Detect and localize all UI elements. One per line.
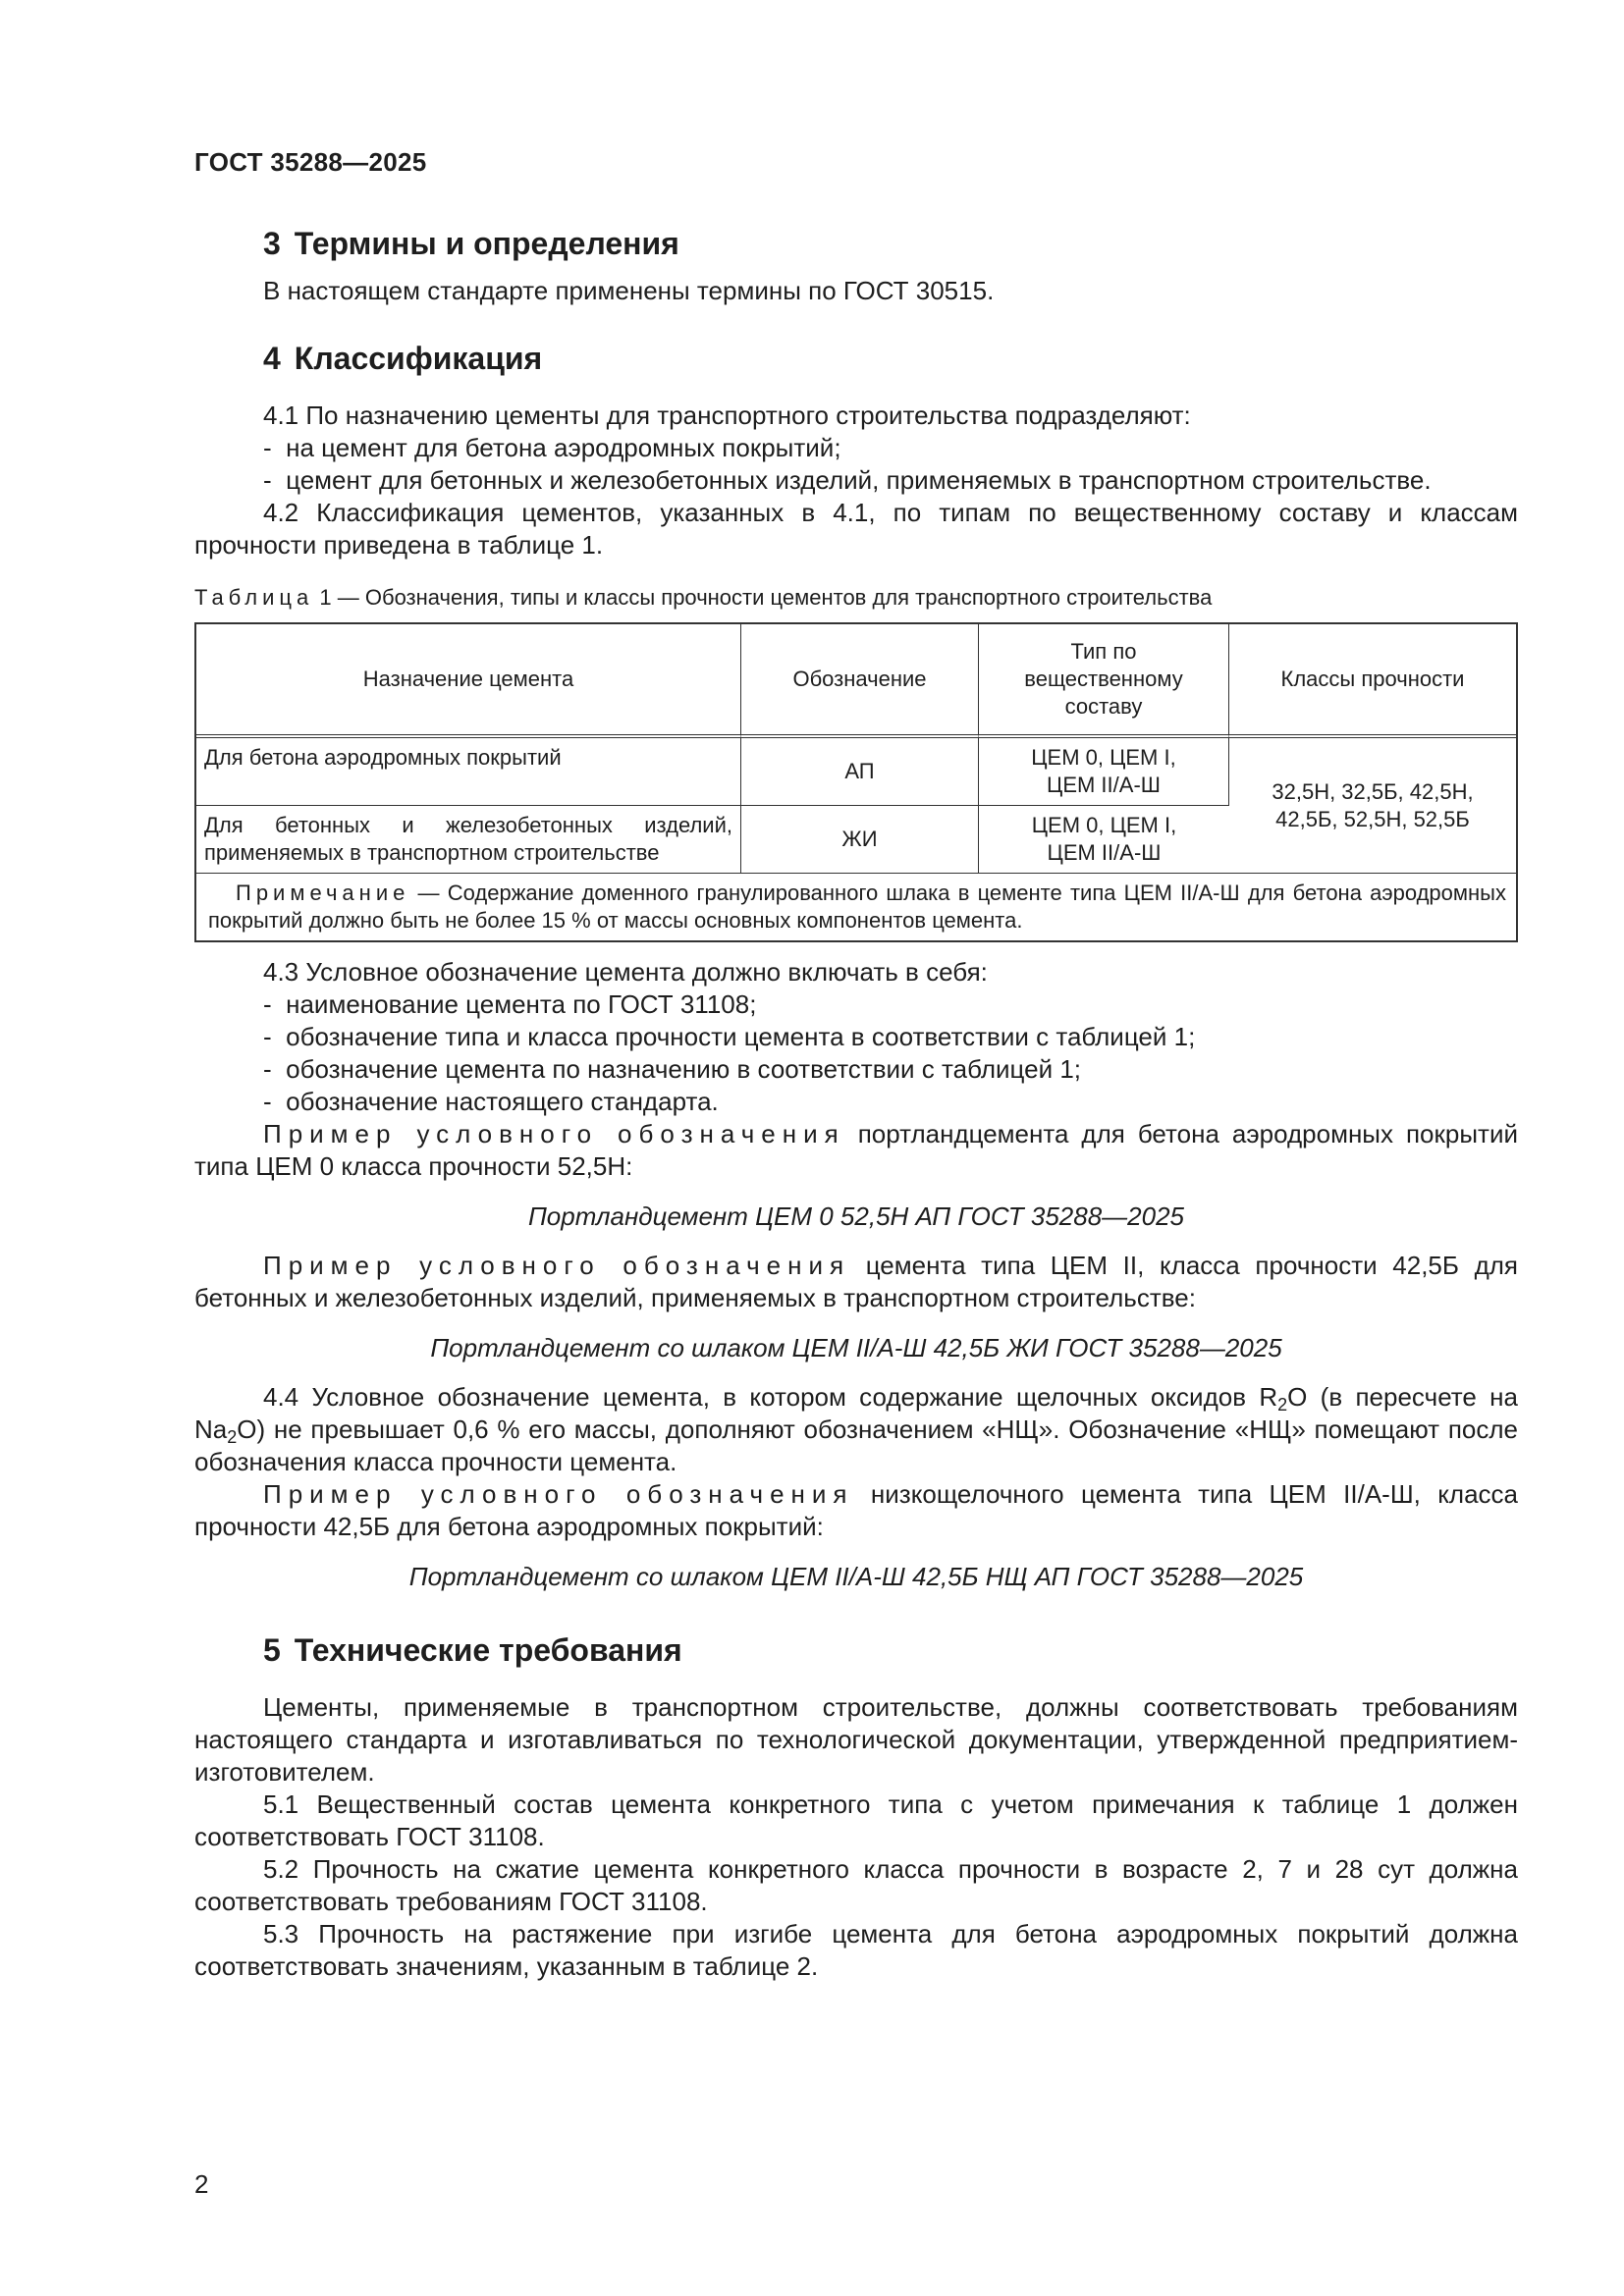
document-header: ГОСТ 35288—2025 — [194, 147, 427, 177]
section-title: Термины и определения — [294, 226, 679, 261]
table-1-caption — [194, 583, 1518, 613]
paragraph: В настоящем стандарте применены термины по ГОСТ 30515. — [263, 276, 995, 305]
paragraph-4-4: 4.4 Условное обозначение цемента, в котором содержание щелочных оксидов $R_2O$ (в пересчете на $Na_2O$) не превышает 0,6 % его массы, дополняют обозначением «НЩ». Обозначение «НЩ» помещают после обозначения класса прочности цемента. — [194, 1382, 1518, 1476]
cell-purpose: Для бетона аэродромных покрытий — [196, 738, 741, 806]
section-title: Классификация — [294, 341, 543, 376]
cell-purpose: Для бетонных и железобетонных изделий, применяемых в транспортном строительстве — [196, 806, 741, 874]
table-1 — [194, 622, 1518, 942]
cell-type: ЦЕМ 0, ЦЕМ I, ЦЕМ II/А-Ш — [979, 806, 1229, 874]
example-label: Пример условного обозначения — [263, 1251, 851, 1280]
section-4-heading — [194, 339, 1518, 378]
note-text: — Содержание доменного гранулированного шлака в цементе типа ЦЕМ II/А-Ш для бетона аэродромных покрытий должно быть не более 15 % от массы основных компонентов цемента. — [208, 881, 1506, 933]
table-header-row — [196, 624, 1516, 738]
section-number: 5 — [263, 1632, 281, 1668]
section-number: 4 — [263, 341, 281, 376]
list-item: - обозначение настоящего стандарта. — [194, 1086, 1518, 1118]
cell-type: ЦЕМ 0, ЦЕМ I, ЦЕМ II/А-Ш — [979, 738, 1229, 806]
header-classes: Классы прочности — [1229, 624, 1516, 738]
example-2-formula: Портландцемент со шлаком ЦЕМ II/А-Ш 42,5Б ЖИ ГОСТ 35288—2025 — [430, 1333, 1282, 1362]
note-label: Примечание — [236, 881, 410, 905]
table-note-row — [196, 874, 1516, 940]
document-body — [194, 224, 1518, 1983]
paragraph-5-2: 5.2 Прочность на сжатие цемента конкретного класса прочности в возрасте 2, 7 и 28 сут должна соответствовать требованиям ГОСТ 31108. — [194, 1854, 1518, 1916]
paragraph-5-3: 5.3 Прочность на растяжение при изгибе цемента для бетона аэродромных покрытий должна соответствовать значениям, указанным в таблице 2. — [194, 1919, 1518, 1981]
caption-label: Таблица — [194, 585, 314, 610]
cell-strength-classes: 32,5Н, 32,5Б, 42,5Н, 42,5Б, 52,5Н, 52,5Б — [1229, 738, 1516, 874]
caption-text: 1 — Обозначения, типы и классы прочности цементов для транспортного строительства — [319, 585, 1213, 610]
section-title: Технические требования — [294, 1632, 682, 1668]
paragraph-4-3: 4.3 Условное обозначение цемента должно включать в себя: — [263, 957, 988, 987]
section-number: 3 — [263, 226, 281, 261]
cell-designation: АП — [741, 738, 979, 806]
header-purpose: Назначение цемента — [196, 624, 741, 738]
paragraph-5-intro: Цементы, применяемые в транспортном строительстве, должны соответствовать требованиям настоящего стандарта и изготавливаться по технологической документации, утвержденной предприятием-изготовителем. — [194, 1692, 1518, 1787]
example-2: Пример условного обозначения цемента типа ЦЕМ II, класса прочности 42,5Б для бетонных и железобетонных изделий, применяемых в транспортном строительстве: — [194, 1251, 1519, 1312]
header-designation: Обозначение — [741, 624, 979, 738]
list-item: - обозначение цемента по назначению в соответствии с таблицей 1; — [194, 1053, 1518, 1086]
paragraph-4-2: 4.2 Классификация цементов, указанных в 4.1, по типам по вещественному составу и классам прочности приведена в таблице 1. — [194, 498, 1518, 560]
page-number: 2 — [194, 2169, 209, 2199]
example-3-formula: Портландцемент со шлаком ЦЕМ II/А-Ш 42,5Б НЩ АП ГОСТ 35288—2025 — [408, 1562, 1304, 1591]
section-3-heading — [194, 224, 1518, 263]
example-label: Пример условного обозначения — [263, 1119, 845, 1148]
table-note — [196, 874, 1516, 940]
cell-designation: ЖИ — [741, 806, 979, 874]
section-5-heading — [194, 1630, 1518, 1670]
list-item: - наименование цемента по ГОСТ 31108; — [194, 988, 1518, 1021]
header-type: Тип по вещественному составу — [979, 624, 1229, 738]
example-1-formula: Портландцемент ЦЕМ 0 52,5Н АП ГОСТ 35288—2025 — [527, 1201, 1185, 1231]
list-item: - обозначение типа и класса прочности цемента в соответствии с таблицей 1; — [194, 1021, 1518, 1053]
example-1: Пример условного обозначения портландцемента для бетона аэродромных покрытий типа ЦЕМ 0 класса прочности 52,5Н: — [194, 1119, 1518, 1181]
example-label: Пример условного обозначения — [263, 1479, 854, 1509]
paragraph-4-1: 4.1 По назначению цементы для транспортного строительства подразделяют: — [263, 400, 1191, 430]
list-item: - на цемент для бетона аэродромных покрытий; — [194, 432, 1518, 464]
paragraph-5-1: 5.1 Вещественный состав цемента конкретного типа с учетом примечания к таблице 1 должен соответствовать ГОСТ 31108. — [194, 1789, 1518, 1851]
list-item: - цемент для бетонных и железобетонных изделий, применяемых в транспортном строительстве. — [194, 464, 1518, 497]
table-row — [196, 738, 1516, 806]
example-3: Пример условного обозначения низкощелочного цемента типа ЦЕМ II/А-Ш, класса прочности 42,5Б для бетона аэродромных покрытий: — [194, 1479, 1518, 1541]
